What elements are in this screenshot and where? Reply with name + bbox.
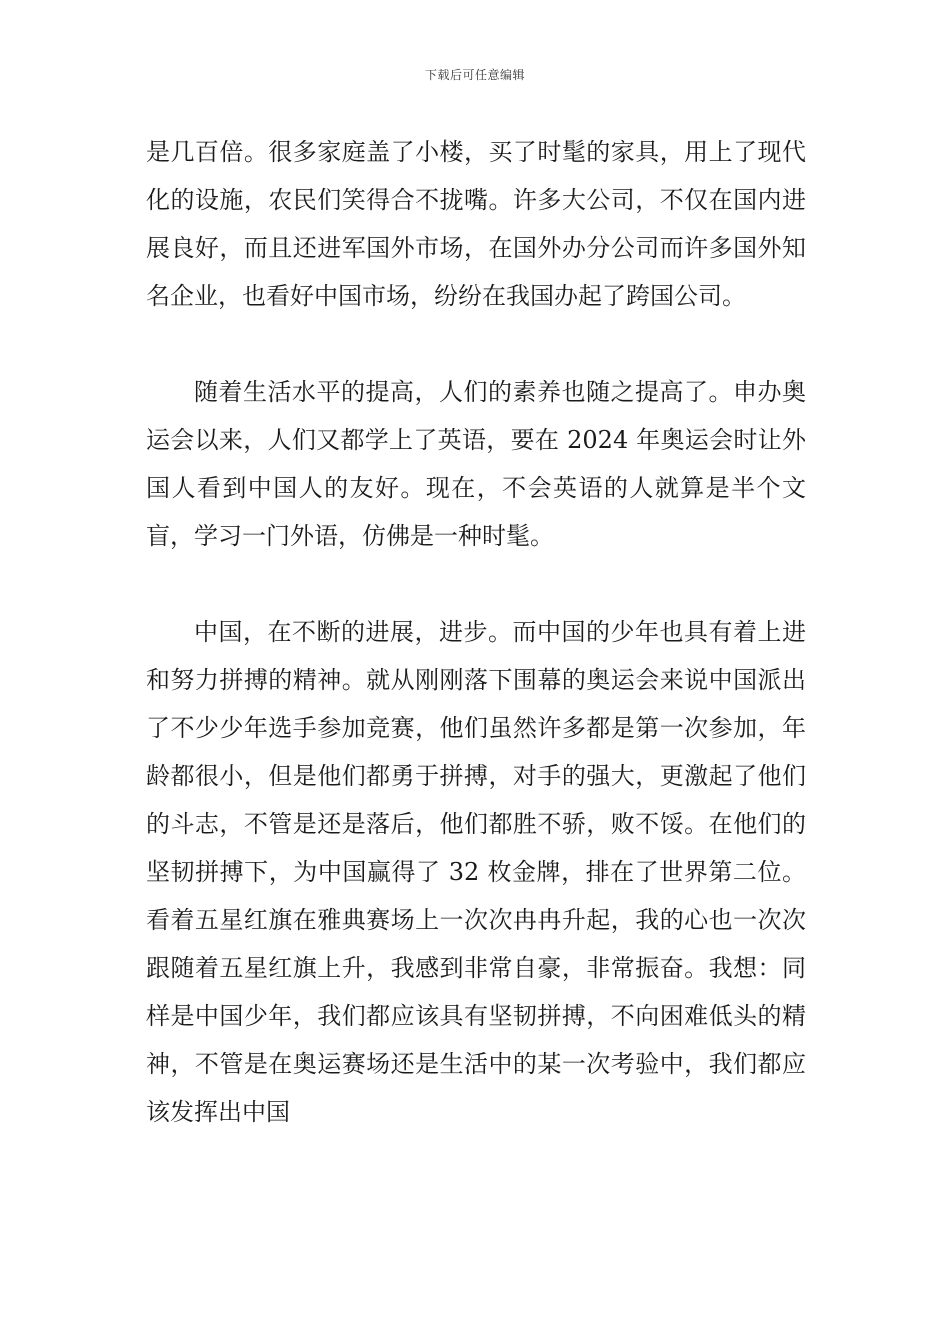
- document-body: [146, 128, 806, 1136]
- header-note: 下载后可任意编辑: [424, 68, 525, 82]
- paragraph-2: 随着生活水平的提高，人们的素养也随之提高了。申办奥运会以来，人们又都学上了英语，要在 2024 年奥运会时让外国人看到中国人的友好。现在，不会英语的人就算是半个文盲，学习一门外语，仿佛是一种时髦。: [146, 378, 806, 550]
- paragraph-3: 中国，在不断的进展，进步。而中国的少年也具有着上进和努力拼搏的精神。就从刚刚落下围幕的奥运会来说中国派出了不少少年选手参加竞赛，他们虽然许多都是第一次参加，年龄都很小，但是他们都勇于拼搏，对手的强大，更激起了他们的斗志，不管是还是落后，他们都胜不骄，败不馁。在他们的坚韧拼搏下，为中国赢得了 32 枚金牌，排在了世界第二位。看着五星红旗在雅典赛场上一次次冉冉升起，我的心也一次次跟随着五星红旗上升，我感到非常自豪，非常振奋。我想：同样是中国少年，我们都应该具有坚韧拼搏，不向困难低头的精神，不管是在奥运赛场还是生活中的某一次考验中，我们都应该发挥出中国: [146, 618, 806, 1126]
- paragraph-1: 是几百倍。很多家庭盖了小楼，买了时髦的家具，用上了现代化的设施，农民们笑得合不拢嘴。许多大公司，不仅在国内进展良好，而且还进军国外市场，在国外办分公司而许多国外知名企业，也看好中国市场，纷纷在我国办起了跨国公司。: [146, 138, 806, 310]
